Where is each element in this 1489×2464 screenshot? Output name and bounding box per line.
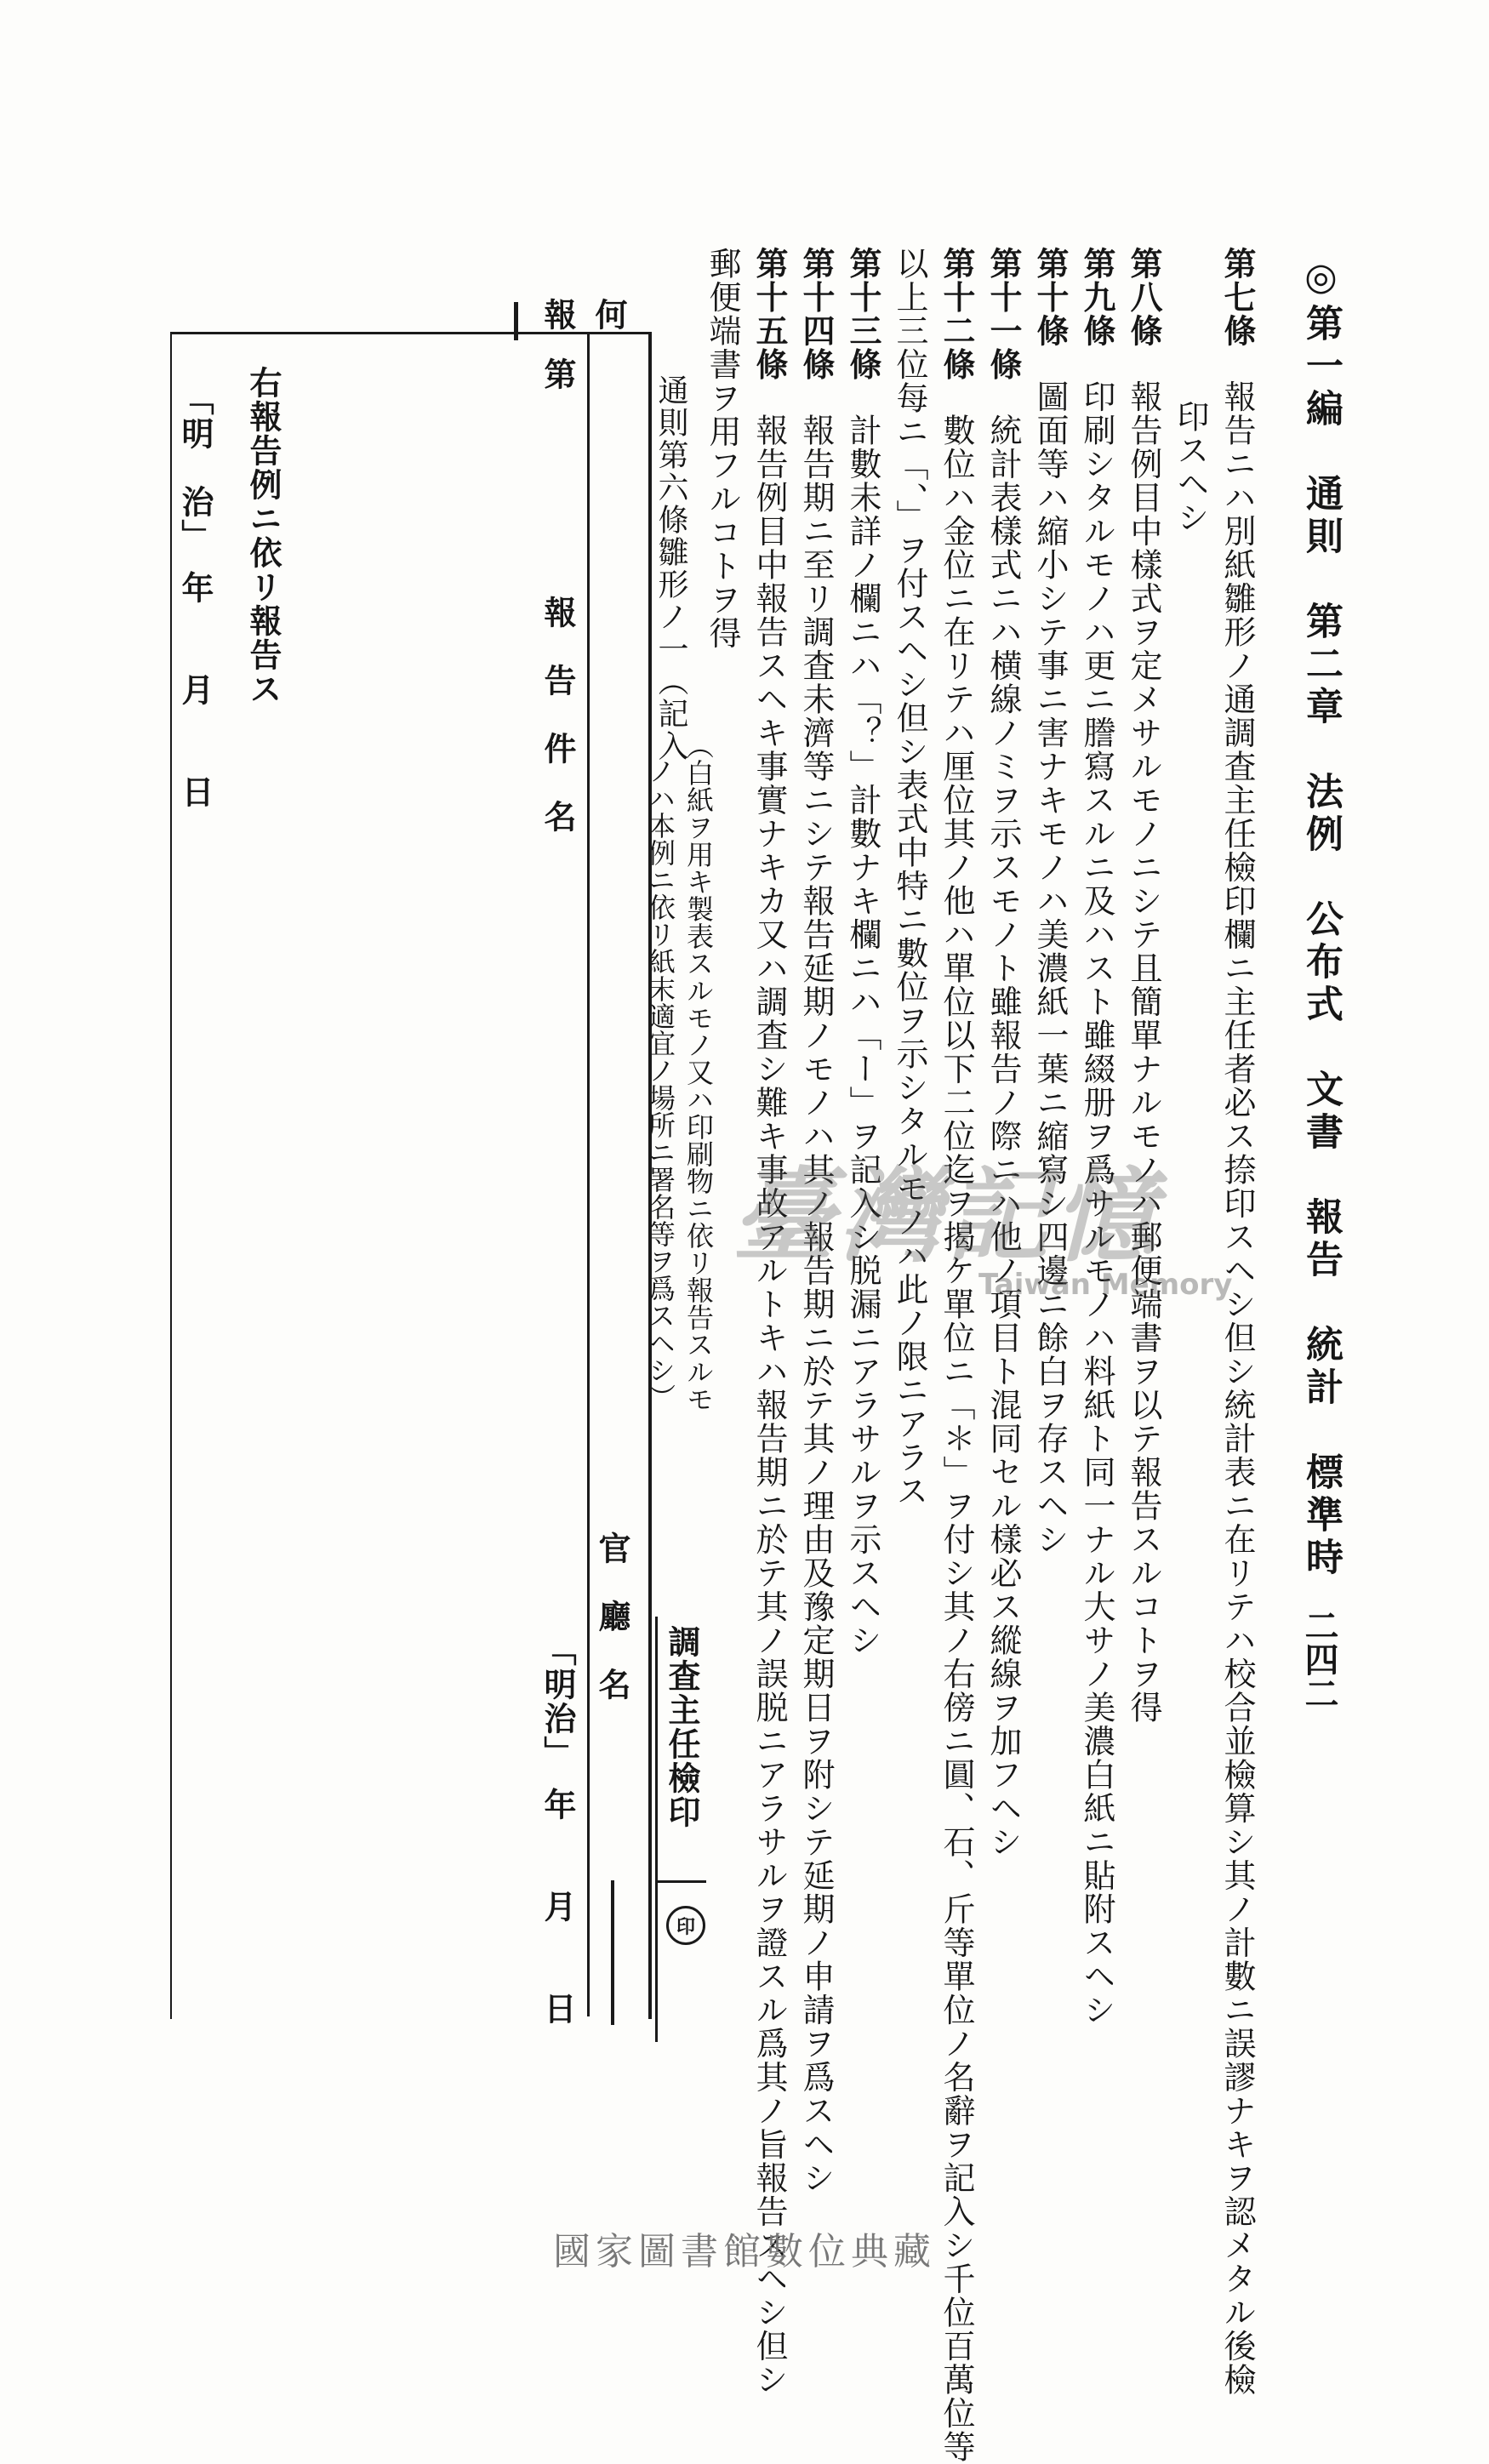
- article-7: [1218, 247, 1257, 2397]
- article-8: [1125, 247, 1163, 1725]
- article-number: 第十二條: [938, 247, 976, 381]
- article-10: [1031, 247, 1070, 1556]
- article-number: 第十條: [1031, 247, 1070, 348]
- article-12-continuation: [893, 247, 926, 1508]
- article-text: 統計表樣式ニハ横線ノミヲ示スモノト雖報告ノ際ニハ他ノ項目ト混同セル樣必ス縱線ヲ加フヘシ: [984, 414, 1022, 1859]
- article-7-continuation: [1174, 400, 1207, 534]
- article-12: [938, 247, 976, 2464]
- article-text: 圖面等ハ縮小シテ事ニ害ナキモノハ美濃紙一葉ニ縮寫シ四邊ニ餘白ヲ存スヘシ: [1031, 379, 1069, 1556]
- inspection-stamp-label: 調査主任檢印: [663, 1625, 701, 1829]
- form-template-note-line-2: ノハ本例ニ依リ紙末適宜ノ場所ニ署名等ヲ爲スヘシ）: [644, 757, 676, 1411]
- form-ho-label: 報: [539, 298, 577, 332]
- report-form-edge-bar: [611, 1880, 614, 2025]
- article-text: 報告ニハ別紙雛形ノ通調査主任檢印欄ニ主任者必ス捺印スヘシ但シ統計表ニ在リテハ校合並檢算シ其ノ計數ニ誤謬ナキヲ認メタル後檢: [1218, 379, 1256, 2397]
- stamp-divider-line: [655, 1617, 658, 2042]
- report-form-top-tick: [514, 302, 518, 340]
- article-number: 第九條: [1078, 247, 1116, 348]
- article-number: 第十四條: [797, 247, 836, 381]
- article-text: 計數未詳ノ欄ニハ「？」計數ナキ欄ニハ「ー」ヲ記入シ脱漏ニアラサルヲ示スヘシ: [844, 414, 881, 1657]
- form-statement: 右報告例ニ依リ報告ス: [244, 366, 282, 706]
- taiwan-memory-watermark-en: Taiwan Memory: [978, 1268, 1233, 1302]
- article-text: 郵便端書ヲ用フルコトヲ得: [704, 247, 741, 650]
- form-date-line-2: 「明 治」 年 月 日: [176, 383, 214, 809]
- form-template-note-line-1: （白紙ヲ用キ製表スルモノ又ハ印刷物ニ依リ報告スルモ: [682, 732, 715, 1412]
- form-office-name: 官 廳 名: [593, 1531, 631, 1702]
- article-text: 報告例目中報告スヘキ事實ナキカ又ハ調査シ難キ事故アルトキハ報告期ニ於テ其ノ誤脱ニアラサルヲ證スル爲其ノ旨報告スヘシ但シ: [750, 414, 788, 2397]
- article-text: 數位ハ金位ニ在リテハ厘位其ノ他ハ單位以下二位迄ヲ揭ケ單位ニ「＊」ヲ付シ其ノ右傍ニ圓、石、斤等單位ノ名辭ヲ記入シ千位百萬位等: [938, 414, 975, 2464]
- taiwan-memory-watermark: 臺灣記憶: [732, 1156, 1161, 1276]
- article-number: 第十三條: [844, 247, 882, 381]
- article-9: [1078, 247, 1116, 2027]
- article-13: [844, 247, 882, 1657]
- running-header: ◎第一編 通則 第二章 法例 公布式 文書 報告 統計 標準時: [1299, 255, 1343, 1580]
- form-date-line: 「明治」 年 月 日: [539, 1634, 577, 2026]
- report-form-divider: [587, 332, 590, 2016]
- seal-mark: 印: [666, 1906, 705, 1945]
- article-text: 以上三位每ニ「、」ヲ付スヘシ但シ表式中特ニ數位ヲ示シタルモノハ此ノ限ニアラス: [891, 247, 928, 1508]
- article-number: 第十一條: [984, 247, 1023, 381]
- page-number: 二四二: [1299, 1608, 1339, 1710]
- article-text: 報告期ニ至リ調査未濟等ニシテ報告延期ノモノハ其ノ報告期ニ於テ其ノ理由及豫定期日ヲ附シテ延期ノ申請ヲ爲スヘシ: [797, 414, 835, 2195]
- article-number: 第七條: [1218, 247, 1257, 348]
- article-number: 第八條: [1125, 247, 1163, 348]
- article-15: [750, 247, 789, 2397]
- article-number: 第十五條: [750, 247, 789, 381]
- footer-credit: 國家圖書館數位典藏: [553, 2230, 936, 2273]
- article-15-continuation: [706, 247, 739, 650]
- report-form-frame: [170, 332, 652, 2019]
- form-nan-label: 何: [590, 298, 628, 332]
- form-matter-name: 報 告 件 名: [539, 596, 577, 834]
- article-text: 報告例目中樣式ヲ定メサルモノニシテ且簡單ナルモノハ郵便端書ヲ以テ報告スルコトヲ得: [1125, 379, 1162, 1725]
- form-number-prefix: 第: [539, 357, 577, 391]
- article-text: 印スヘシ: [1172, 400, 1209, 534]
- stamp-separator: [655, 1880, 706, 1883]
- article-text: 印刷シタルモノハ更ニ謄寫スルニ及ハスト雖綴册ヲ爲サルモノハ料紙ト同一ナル大サノ美濃白紙ニ貼附スヘシ: [1078, 379, 1115, 2027]
- form-template-title: 通則第六條雛形ノ一（記入: [653, 374, 688, 762]
- article-11: [984, 247, 1023, 1859]
